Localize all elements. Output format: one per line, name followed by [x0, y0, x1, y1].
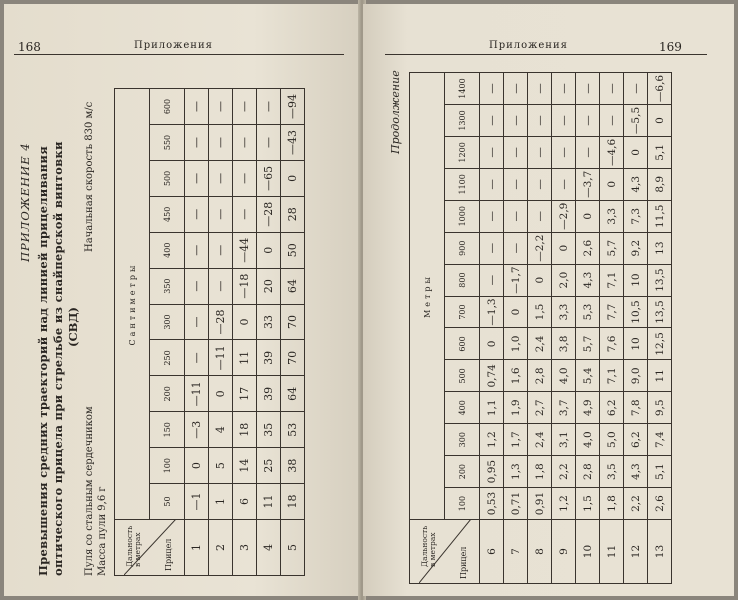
title-line-1: Превышения средних траекторий над линией прицеливания: [36, 145, 50, 576]
sight-cell: 1: [185, 520, 209, 576]
value-cell: 10: [624, 264, 648, 296]
value-cell: 2,8: [528, 360, 552, 392]
value-cell: 6,2: [624, 424, 648, 456]
value-cell: 11: [648, 360, 672, 392]
muzzle-velocity: Начальная скорость 830 м/с: [84, 101, 95, 252]
value-cell: 5,0: [600, 424, 624, 456]
distance-header: 250: [150, 340, 185, 376]
value-cell: —43: [281, 125, 305, 161]
value-cell: 10: [624, 328, 648, 360]
distance-header: 700: [445, 296, 480, 328]
value-cell: 2,2: [552, 456, 576, 488]
distance-header: 800: [445, 264, 480, 296]
left-page: [4, 4, 361, 596]
distance-header: 1200: [445, 136, 480, 168]
value-cell: 13: [648, 232, 672, 264]
bullet-mass: Масса пули 9,6 г: [97, 486, 108, 576]
value-cell: —2,9: [552, 200, 576, 232]
value-cell: 64: [281, 376, 305, 412]
left-rotated-content: [18, 82, 348, 582]
distance-header: 500: [445, 360, 480, 392]
value-cell: 5,1: [648, 136, 672, 168]
distance-header: 50: [150, 484, 185, 520]
trajectory-table-m: [409, 72, 672, 584]
value-cell: 7,7: [600, 296, 624, 328]
value-cell: —18: [233, 268, 257, 304]
corner-range-label: Дальность в метрах: [419, 525, 437, 567]
value-cell: 0: [648, 105, 672, 137]
value-cell: 7,4: [648, 424, 672, 456]
value-cell: 2,0: [552, 264, 576, 296]
value-cell: —: [504, 200, 528, 232]
value-cell: 7,1: [600, 264, 624, 296]
running-head: Приложения: [489, 40, 568, 51]
title-line-3: (СВД): [66, 307, 80, 347]
value-cell: —: [528, 200, 552, 232]
value-cell: 18: [233, 412, 257, 448]
corner-sight-label: Прицел: [458, 546, 468, 579]
value-cell: 39: [257, 376, 281, 412]
value-cell: —11: [185, 376, 209, 412]
value-cell: —: [185, 340, 209, 376]
sight-cell: 5: [281, 520, 305, 576]
value-cell: —: [233, 160, 257, 196]
value-cell: —: [552, 73, 576, 105]
value-cell: —: [504, 168, 528, 200]
value-cell: —: [209, 232, 233, 268]
value-cell: —: [480, 264, 504, 296]
distance-header: 150: [150, 412, 185, 448]
value-cell: —: [480, 73, 504, 105]
value-cell: 13,5: [648, 296, 672, 328]
value-cell: 0: [480, 328, 504, 360]
value-cell: 53: [281, 412, 305, 448]
value-cell: 33: [257, 304, 281, 340]
value-cell: 1,5: [576, 488, 600, 520]
appendix-label: ПРИЛОЖЕНИЕ 4: [18, 142, 32, 262]
value-cell: 3,1: [552, 424, 576, 456]
value-cell: —: [480, 105, 504, 137]
header-rule: [14, 54, 344, 55]
value-cell: —: [552, 168, 576, 200]
table-body: [480, 73, 672, 584]
distance-header: 1000: [445, 200, 480, 232]
value-cell: 0,53: [480, 488, 504, 520]
distance-header: 300: [150, 304, 185, 340]
page-number: 169: [659, 40, 682, 54]
sight-cell: 13: [648, 520, 672, 584]
table-body: [185, 89, 305, 576]
value-cell: 0: [624, 136, 648, 168]
value-cell: 50: [281, 232, 305, 268]
value-cell: —: [209, 160, 233, 196]
distance-header: 550: [150, 125, 185, 161]
value-cell: 1,2: [480, 424, 504, 456]
value-cell: 0: [233, 304, 257, 340]
value-cell: 4,9: [576, 392, 600, 424]
table-row: [528, 73, 552, 584]
value-cell: —: [480, 168, 504, 200]
value-cell: 1,0: [504, 328, 528, 360]
value-cell: 1,8: [528, 456, 552, 488]
value-cell: —: [504, 105, 528, 137]
value-cell: 5,1: [648, 456, 672, 488]
value-cell: —5,5: [624, 105, 648, 137]
value-cell: —: [233, 89, 257, 125]
value-cell: 7,8: [624, 392, 648, 424]
distance-header: 1400: [445, 73, 480, 105]
sight-cell: 9: [552, 520, 576, 584]
value-cell: 1,8: [600, 488, 624, 520]
sight-cell: 6: [480, 520, 504, 584]
value-cell: —: [209, 89, 233, 125]
value-cell: 0: [600, 168, 624, 200]
value-cell: 70: [281, 340, 305, 376]
corner-cell: [115, 520, 185, 576]
value-cell: 2,7: [528, 392, 552, 424]
table-row: [600, 73, 624, 584]
right-page: [363, 4, 734, 596]
value-cell: —: [185, 125, 209, 161]
value-cell: 2,2: [624, 488, 648, 520]
value-cell: 3,3: [552, 296, 576, 328]
distance-header: 350: [150, 268, 185, 304]
value-cell: 18: [281, 484, 305, 520]
value-cell: —2,2: [528, 232, 552, 264]
value-cell: 6: [233, 484, 257, 520]
value-cell: —: [576, 73, 600, 105]
value-cell: 3,8: [552, 328, 576, 360]
distance-header: 450: [150, 196, 185, 232]
value-cell: —: [209, 125, 233, 161]
value-cell: 9,2: [624, 232, 648, 264]
value-cell: —1,3: [480, 296, 504, 328]
value-cell: —: [257, 125, 281, 161]
distance-header: 500: [150, 160, 185, 196]
value-cell: 5: [209, 448, 233, 484]
value-cell: —44: [233, 232, 257, 268]
value-cell: —: [552, 136, 576, 168]
value-cell: 0: [257, 232, 281, 268]
value-cell: —6,6: [648, 73, 672, 105]
value-cell: 0: [576, 200, 600, 232]
value-cell: —: [185, 268, 209, 304]
value-cell: 0: [209, 376, 233, 412]
table-row: [233, 89, 257, 576]
value-cell: 0: [504, 296, 528, 328]
value-cell: 2,8: [576, 456, 600, 488]
sight-cell: 7: [504, 520, 528, 584]
value-cell: —: [504, 73, 528, 105]
bullet-type: Пуля со стальным сердечником: [84, 406, 95, 576]
value-cell: 5,4: [576, 360, 600, 392]
value-cell: 4,0: [576, 424, 600, 456]
value-cell: 5,7: [600, 232, 624, 264]
running-head: Приложения: [134, 40, 213, 51]
value-cell: 4,0: [552, 360, 576, 392]
value-cell: 11: [257, 484, 281, 520]
unit-band: Метры: [410, 73, 445, 520]
value-cell: —: [528, 73, 552, 105]
continuation-label: Продолжение: [389, 70, 402, 154]
value-cell: 7,6: [600, 328, 624, 360]
table-row: [281, 89, 305, 576]
value-cell: —1: [185, 484, 209, 520]
distance-header: 600: [150, 89, 185, 125]
value-cell: 0,91: [528, 488, 552, 520]
value-cell: —94: [281, 89, 305, 125]
value-cell: —: [209, 268, 233, 304]
distance-header: 400: [445, 392, 480, 424]
value-cell: 2,4: [528, 424, 552, 456]
value-cell: 20: [257, 268, 281, 304]
table-row: [648, 73, 672, 584]
distance-header: 200: [150, 376, 185, 412]
value-cell: —: [185, 304, 209, 340]
value-cell: —: [504, 232, 528, 264]
value-cell: —: [600, 105, 624, 137]
value-cell: 7,3: [624, 200, 648, 232]
value-cell: 28: [281, 196, 305, 232]
value-cell: —4,6: [600, 136, 624, 168]
value-cell: —: [233, 125, 257, 161]
value-cell: 4,3: [624, 168, 648, 200]
value-cell: —: [209, 196, 233, 232]
value-cell: 1,2: [552, 488, 576, 520]
value-cell: 39: [257, 340, 281, 376]
value-cell: 17: [233, 376, 257, 412]
value-cell: 4,3: [576, 264, 600, 296]
value-cell: 0,95: [480, 456, 504, 488]
distance-header: 1100: [445, 168, 480, 200]
sight-cell: 10: [576, 520, 600, 584]
value-cell: 6,2: [600, 392, 624, 424]
value-cell: —: [185, 160, 209, 196]
value-cell: —28: [209, 304, 233, 340]
value-cell: 2,4: [528, 328, 552, 360]
sight-cell: 8: [528, 520, 552, 584]
distance-header: 300: [445, 424, 480, 456]
value-cell: 2,6: [648, 488, 672, 520]
value-cell: —: [480, 200, 504, 232]
table-row: [576, 73, 600, 584]
sight-cell: 2: [209, 520, 233, 576]
value-cell: 3,3: [600, 200, 624, 232]
value-cell: 1,3: [504, 456, 528, 488]
value-cell: —: [600, 73, 624, 105]
corner-sight-label: Прицел: [163, 538, 173, 571]
value-cell: —: [624, 73, 648, 105]
value-cell: 11,5: [648, 200, 672, 232]
distance-header: 600: [445, 328, 480, 360]
value-cell: 3,5: [600, 456, 624, 488]
value-cell: 1,1: [480, 392, 504, 424]
value-cell: 0: [528, 264, 552, 296]
value-cell: —: [504, 136, 528, 168]
distance-header: 400: [150, 232, 185, 268]
table-row: [257, 89, 281, 576]
right-rotated-content: [385, 69, 725, 584]
distance-header: 100: [445, 488, 480, 520]
value-cell: —: [480, 136, 504, 168]
value-cell: 0: [552, 232, 576, 264]
table-row: [185, 89, 209, 576]
value-cell: 2,6: [576, 232, 600, 264]
header-rule: [385, 54, 707, 55]
table-row: [209, 89, 233, 576]
value-cell: 14: [233, 448, 257, 484]
value-cell: 38: [281, 448, 305, 484]
value-cell: —3: [185, 412, 209, 448]
value-cell: 35: [257, 412, 281, 448]
value-cell: 3,7: [552, 392, 576, 424]
value-cell: —: [480, 232, 504, 264]
corner-cell: [410, 520, 480, 584]
unit-band: Сантиметры: [115, 89, 150, 520]
value-cell: 25: [257, 448, 281, 484]
value-cell: 1,9: [504, 392, 528, 424]
sight-cell: 11: [600, 520, 624, 584]
value-cell: —: [185, 89, 209, 125]
value-cell: 1: [209, 484, 233, 520]
value-cell: 10,5: [624, 296, 648, 328]
value-cell: 8,9: [648, 168, 672, 200]
value-cell: —: [185, 232, 209, 268]
value-cell: —: [552, 105, 576, 137]
value-cell: —: [528, 105, 552, 137]
value-cell: —: [528, 136, 552, 168]
table-row: [504, 73, 528, 584]
value-cell: 11: [233, 340, 257, 376]
value-cell: 4,3: [624, 456, 648, 488]
value-cell: 1,5: [528, 296, 552, 328]
value-cell: —28: [257, 196, 281, 232]
corner-range-label: Дальность в метрах: [124, 525, 142, 567]
value-cell: 1,7: [504, 424, 528, 456]
value-cell: 7,1: [600, 360, 624, 392]
value-cell: 0: [281, 160, 305, 196]
value-cell: 0: [185, 448, 209, 484]
value-cell: 13,5: [648, 264, 672, 296]
trajectory-table-cm: [114, 88, 305, 576]
value-cell: 1,6: [504, 360, 528, 392]
table-row: [624, 73, 648, 584]
value-cell: 9,0: [624, 360, 648, 392]
distance-header: 1300: [445, 105, 480, 137]
value-cell: —11: [209, 340, 233, 376]
value-cell: —: [233, 196, 257, 232]
value-cell: —: [185, 196, 209, 232]
value-cell: 9,5: [648, 392, 672, 424]
value-cell: 0,71: [504, 488, 528, 520]
distance-header: 900: [445, 232, 480, 264]
distance-header: 200: [445, 456, 480, 488]
value-cell: 4: [209, 412, 233, 448]
value-cell: —: [528, 168, 552, 200]
table-row: [480, 73, 504, 584]
value-cell: —65: [257, 160, 281, 196]
value-cell: 70: [281, 304, 305, 340]
value-cell: 0,74: [480, 360, 504, 392]
page-number: 168: [18, 40, 41, 54]
value-cell: 5,3: [576, 296, 600, 328]
value-cell: —: [576, 105, 600, 137]
value-cell: —1,7: [504, 264, 528, 296]
sight-cell: 12: [624, 520, 648, 584]
value-cell: 64: [281, 268, 305, 304]
sight-cell: 3: [233, 520, 257, 576]
title-line-2: оптического прицела при стрельбе из снайперской винтовки: [51, 141, 65, 576]
value-cell: —: [257, 89, 281, 125]
table-row: [552, 73, 576, 584]
value-cell: 5,7: [576, 328, 600, 360]
value-cell: —: [576, 136, 600, 168]
value-cell: 12,5: [648, 328, 672, 360]
value-cell: —3,7: [576, 168, 600, 200]
distance-header: 100: [150, 448, 185, 484]
sight-cell: 4: [257, 520, 281, 576]
